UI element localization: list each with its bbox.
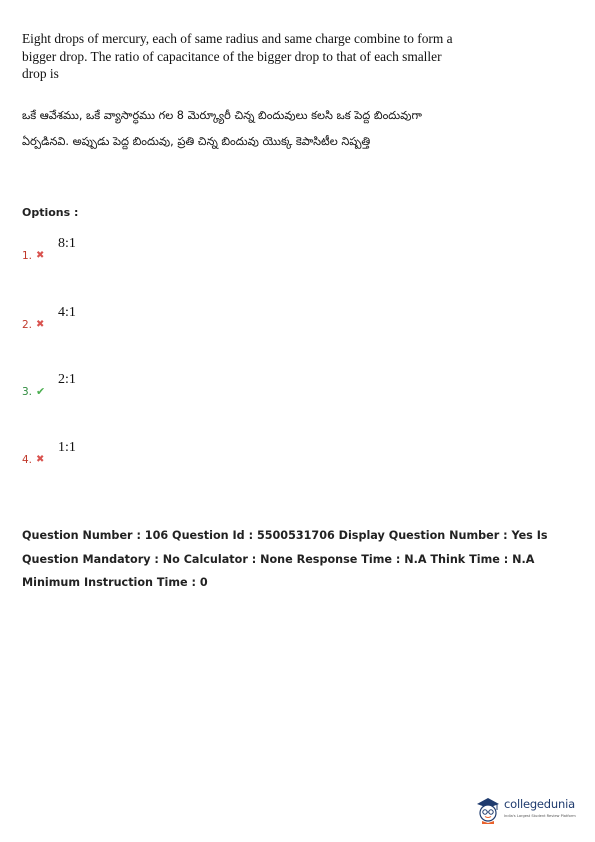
option-4 (22, 440, 322, 470)
option-number: 4. (22, 454, 33, 466)
question-metadata: Question Number : 106 Question Id : 5500531706 Display Question Number : Yes Is Question Mandatory : No Calculator : None Response Time : N.A Think Time : N.A Minimum Instruction Time : 0 (22, 529, 548, 589)
mascot-logo-icon (474, 795, 502, 825)
option-text: 4:1 (58, 305, 76, 320)
option-number: 3. (22, 386, 33, 398)
check-icon: ✔ (36, 385, 46, 398)
option-3 (22, 372, 322, 402)
cross-icon: ✖ (36, 319, 45, 330)
brand-tagline: India's Largest Student Review Platform (504, 814, 576, 818)
options-label: Options : (22, 206, 79, 219)
cross-icon: ✖ (36, 250, 45, 261)
option-2 (22, 305, 322, 335)
option-number: 1. (22, 250, 33, 262)
brand-logo-block (474, 793, 590, 829)
question-text-english: Eight drops of mercury, each of same radius and same charge combine to form a bigger drop. The ratio of capacitance of the bigger drop to that of each smaller drop is (22, 31, 453, 81)
option-text: 2:1 (58, 372, 76, 387)
cross-icon: ✖ (36, 454, 45, 465)
option-text: 8:1 (58, 236, 76, 251)
option-text: 1:1 (58, 440, 76, 455)
question-text-telugu: ఒకే ఆవేశము, ఒకే వ్యాసార్ధము గల 8 మెర్క్యూరీ చిన్న బిందువులు కలసి ఒక పెద్ద బిందువుగా ఏర్పడినవి. అప్పుడు పెద్ద బిందువు, ప్రతి చిన్న బిందువు యొక్క కెపాసిటీల నిష్పత్తి (22, 109, 422, 148)
option-number: 2. (22, 319, 33, 331)
brand-name: collegedunia (504, 797, 575, 811)
option-1 (22, 236, 322, 266)
